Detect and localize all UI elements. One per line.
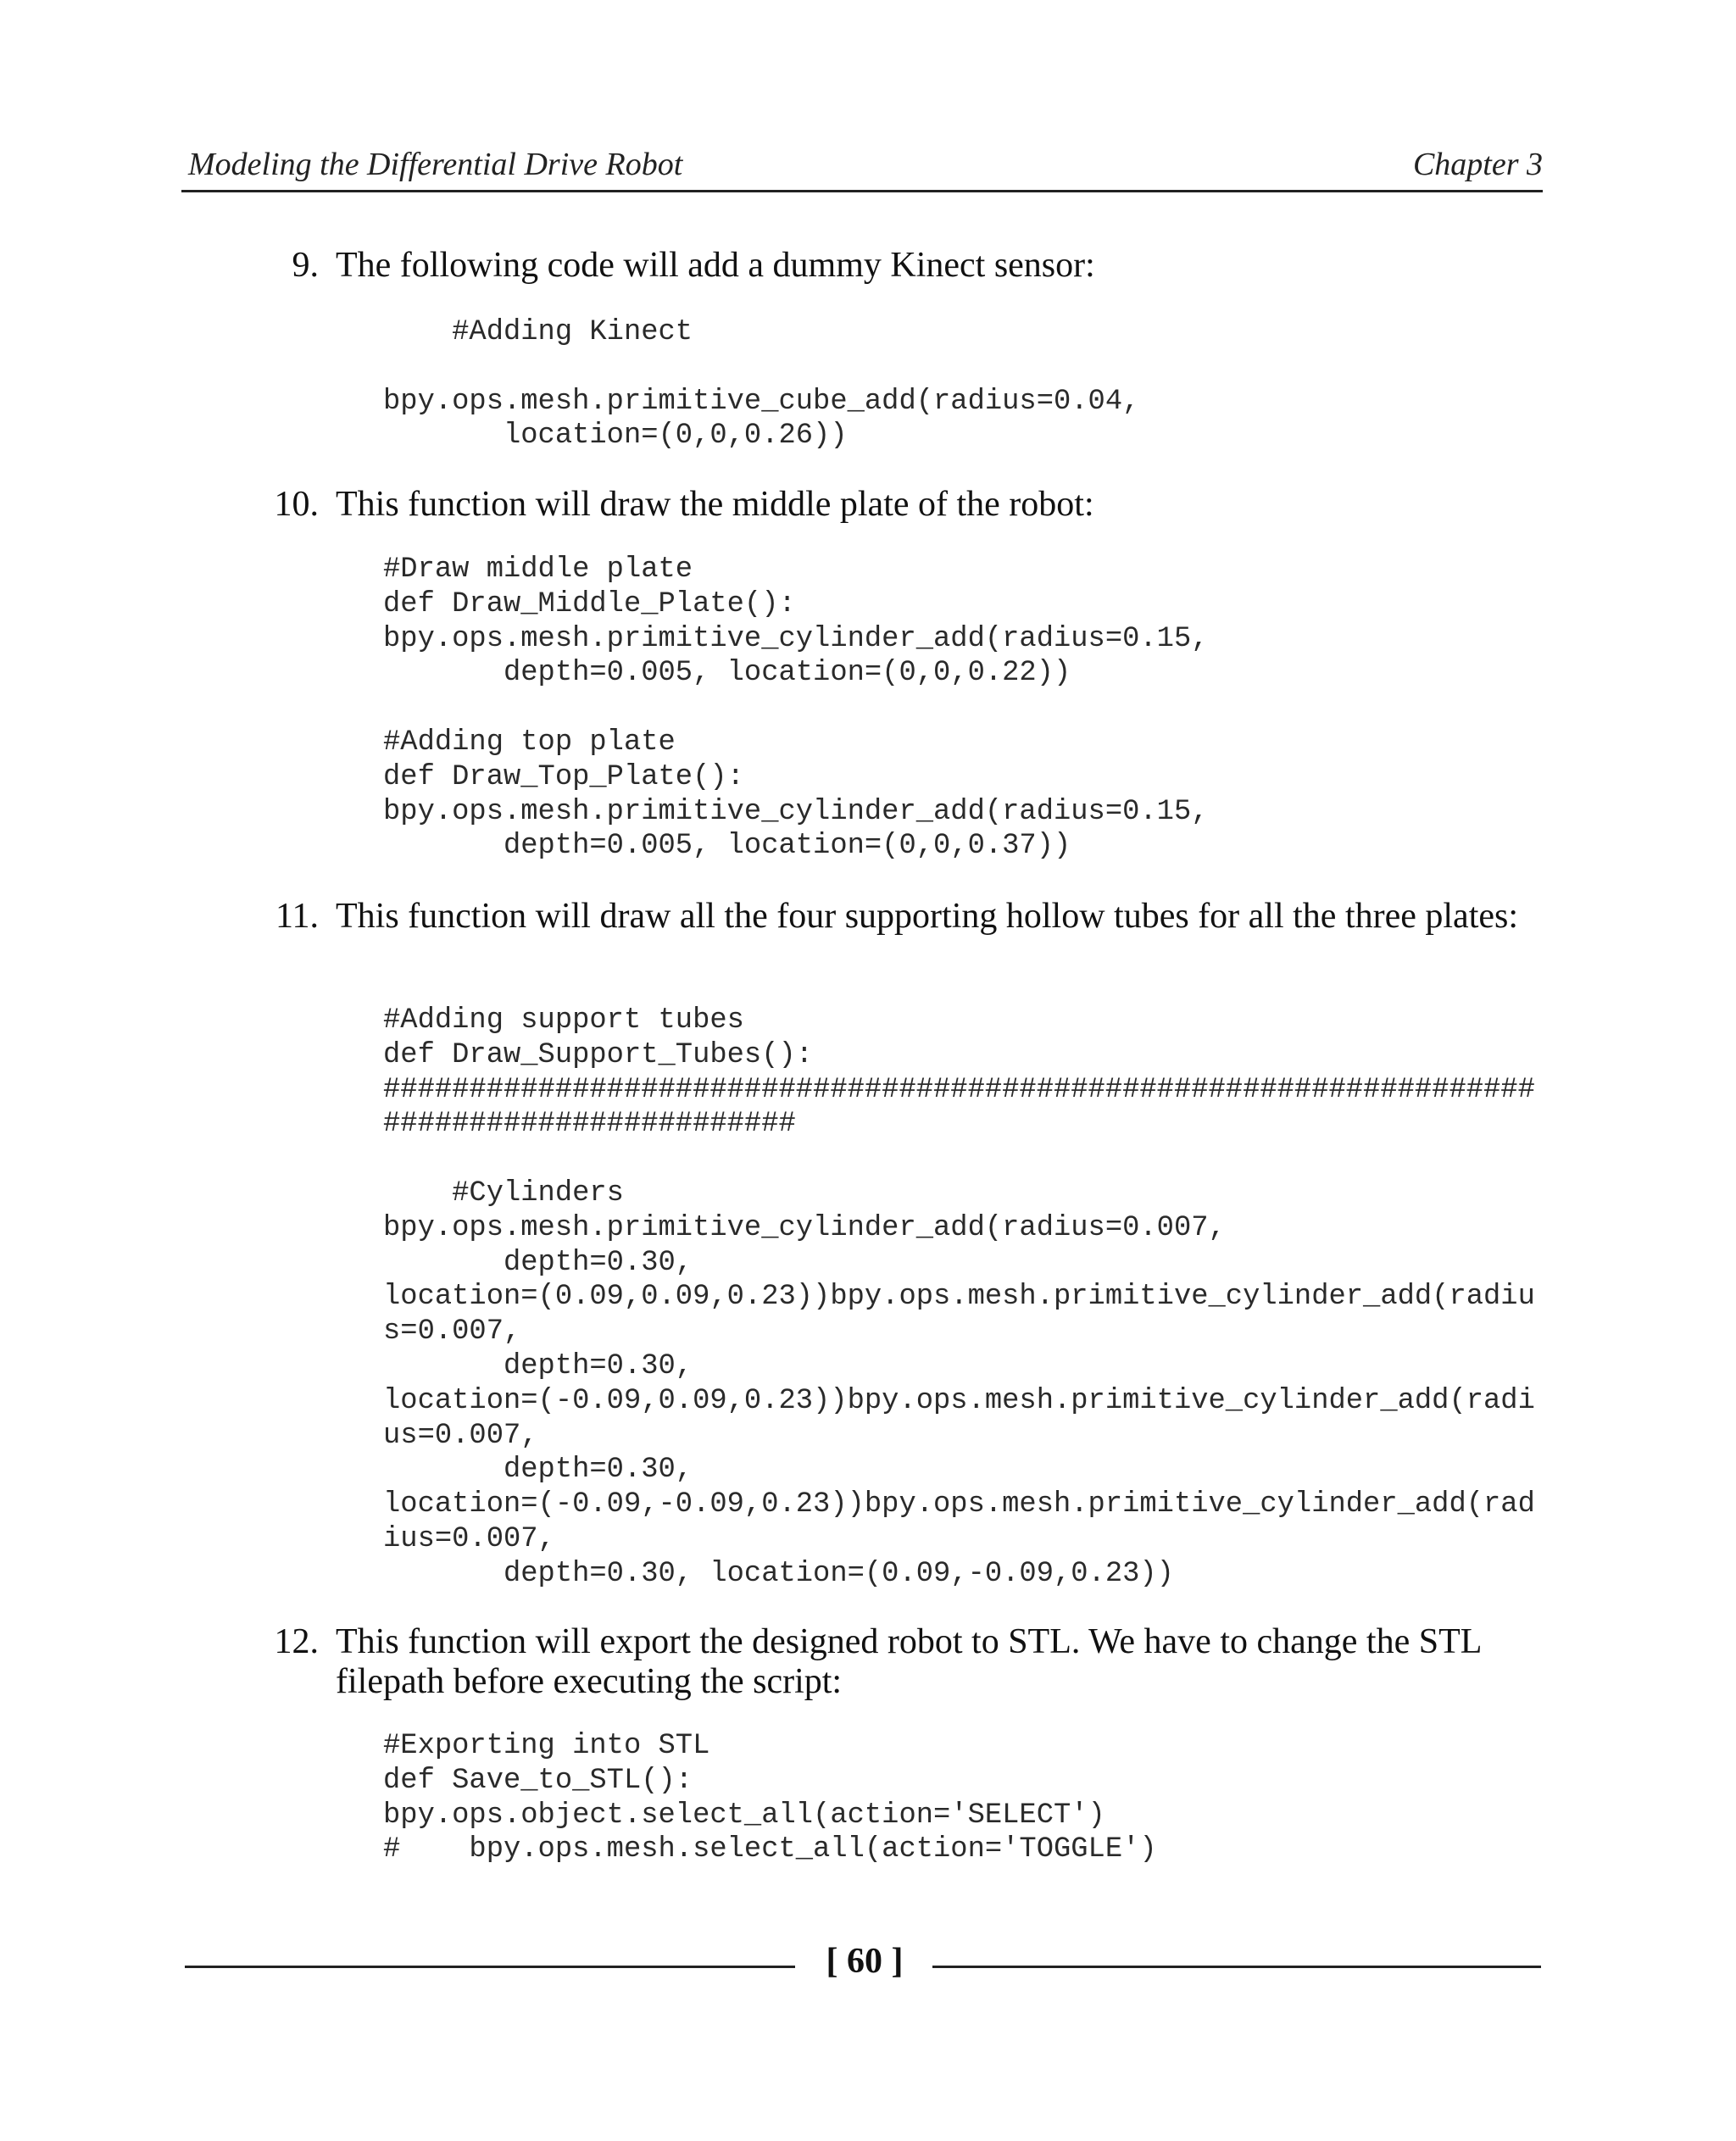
list-number: 10.	[274, 485, 319, 524]
list-number: 12.	[274, 1622, 319, 1661]
list-text: This function will export the designed robot to STL. We have to change the STL filepath before executing the script:	[336, 1622, 1481, 1701]
page-footer	[0, 1941, 1736, 1992]
list-item-12	[0, 1622, 1736, 1707]
code-block-support-tubes: #Adding support tubes def Draw_Support_Tubes(): ################################################################### ######################## #Cylinders bpy.ops.mesh.primitive_cylinder_add(radius=0.007, depth=0.30, location=(0.09,0.09,0.23))bpy.ops.mesh.primitive_cylinder_add(radiu s=0.007, depth=0.30, location=(-0.09,0.09,0.23))bpy.ops.mesh.primitive_cylinder_add(radi us=0.007, depth=0.30, location=(-0.09,-0.09,0.23))bpy.ops.mesh.primitive_cylinder_add(rad ius=0.007, depth=0.30, location=(0.09,-0.09,0.23))	[383, 1004, 1535, 1590]
running-header	[188, 142, 1543, 190]
code-block-export-stl: #Exporting into STL def Save_to_STL(): bpy.ops.object.select_all(action='SELECT') # bpy.ops.mesh.select_all(action='TOGGLE')	[383, 1730, 1157, 1866]
footer-rule-left	[185, 1966, 795, 1968]
list-item-11	[0, 897, 1736, 982]
list-text: This function will draw all the four supporting hollow tubes for all the three plates:	[336, 897, 1519, 936]
chapter-label: Chapter 3	[1412, 147, 1543, 182]
page-number: [ 60 ]	[826, 1942, 904, 1981]
code-block-kinect: #Adding Kinect bpy.ops.mesh.primitive_cube_add(radius=0.04, location=(0,0,0.26))	[383, 316, 1140, 453]
list-item-9	[0, 246, 1736, 288]
list-text: The following code will add a dummy Kinect sensor:	[336, 246, 1095, 285]
footer-rule-right	[932, 1966, 1541, 1968]
list-number: 11.	[275, 897, 319, 936]
chapter-title: Modeling the Differential Drive Robot	[188, 147, 683, 182]
list-item-10	[0, 485, 1736, 527]
list-text: This function will draw the middle plate of the robot:	[336, 485, 1094, 524]
code-block-plates: #Draw middle plate def Draw_Middle_Plate(): bpy.ops.mesh.primitive_cylinder_add(radius=0.15, depth=0.005, location=(0,0,0.22)) #Adding top plate def Draw_Top_Plate(): bpy.ops.mesh.primitive_cylinder_add(radius=0.15, depth=0.005, location=(0,0,0.37))	[383, 553, 1209, 863]
header-rule	[181, 190, 1543, 192]
list-number: 9.	[292, 246, 319, 285]
